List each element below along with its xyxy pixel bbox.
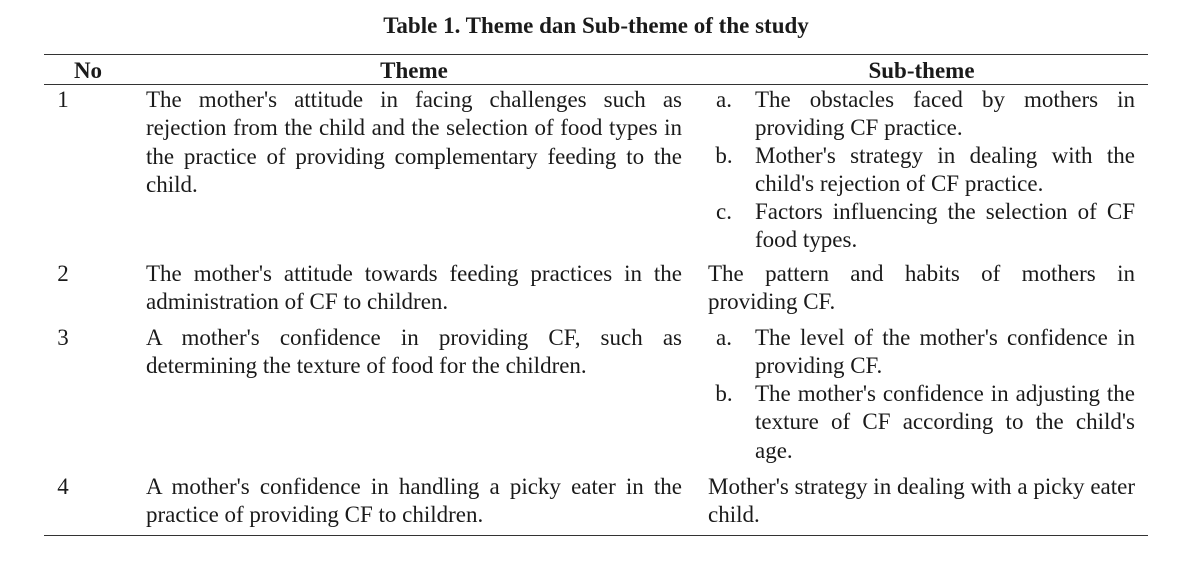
row-2-number: 2 [57, 261, 69, 286]
row-1-subtheme-c-marker: c. [716, 199, 732, 224]
row-4-number: 4 [57, 474, 69, 499]
row-1-subtheme-a-marker: a. [716, 87, 732, 112]
row-3-subtheme-b-marker: b. [715, 381, 733, 406]
row-1-number: 1 [57, 87, 69, 112]
row-2-subtheme: The pattern and habits of mothers in providing CF. [708, 261, 1135, 315]
row-1-subtheme-b-marker: b. [715, 143, 733, 168]
table-top-rule [44, 54, 1148, 55]
table-caption: Table 1. Theme dan Sub-theme of the study [383, 13, 809, 38]
header-subtheme: Sub-theme [868, 58, 975, 83]
row-4-subtheme: Mother's strategy in dealing with a picky eater child. [708, 474, 1135, 528]
row-1-subtheme-c-text: Factors influencing the selection of CF food types. [755, 199, 1135, 253]
row-4-theme: A mother's confidence in handling a picky eater in the practice of providing CF to children. [146, 474, 682, 528]
row-3-number: 3 [57, 325, 69, 350]
row-2-theme: The mother's attitude towards feeding practices in the administration of CF to children. [146, 261, 682, 315]
row-3-subtheme-a-marker: a. [716, 325, 732, 350]
row-1-subtheme-b-text: Mother's strategy in dealing with the child's rejection of CF practice. [755, 143, 1135, 197]
row-3-theme: A mother's confidence in providing CF, such as determining the texture of food for the children. [146, 325, 682, 379]
header-bottom-rule [44, 84, 1148, 85]
header-theme: Theme [380, 58, 448, 83]
row-1-subtheme-a-text: The obstacles faced by mothers in providing CF practice. [755, 87, 1135, 141]
row-3-subtheme-b-text: The mother's confidence in adjusting the texture of CF according to the child's age. [755, 381, 1135, 463]
row-1-theme: The mother's attitude in facing challenges such as rejection from the child and the selection of food types in the practice of providing complementary feeding to the child. [146, 87, 682, 197]
header-no: No [73, 58, 103, 83]
row-3-subtheme-a-text: The level of the mother's confidence in providing CF. [755, 325, 1135, 379]
table-bottom-rule [44, 535, 1148, 536]
